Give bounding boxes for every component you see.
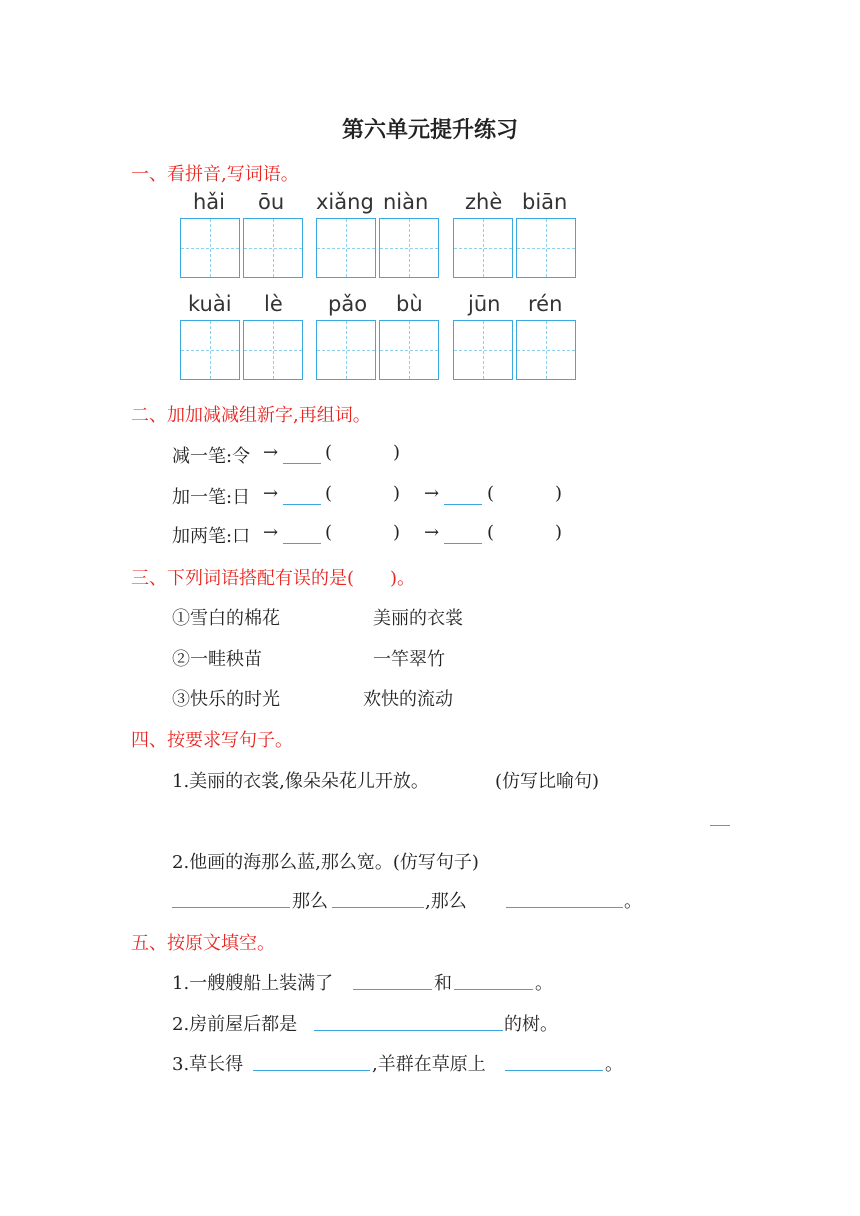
writing-cell[interactable] — [453, 320, 513, 380]
option-item: 欢快的流动 — [363, 689, 453, 710]
open-paren: ( — [325, 522, 333, 543]
question-text: 2.他画的海那么蓝,那么宽。(仿写句子) — [172, 852, 479, 873]
close-paren: ) — [393, 522, 401, 543]
page-title: 第六单元提升练习 — [341, 117, 518, 143]
close-paren: ) — [393, 483, 401, 504]
answer-blank[interactable] — [444, 504, 482, 505]
writing-cell[interactable] — [243, 218, 303, 278]
pinyin-bu: bù — [396, 292, 423, 316]
answer-blank[interactable] — [506, 907, 623, 908]
pinyin-jun: jūn — [468, 292, 501, 316]
writing-cell[interactable] — [180, 218, 240, 278]
pinyin-hai: hǎi — [193, 190, 226, 214]
writing-cell[interactable] — [453, 218, 513, 278]
option-item: ②一畦秧苗 — [172, 649, 262, 670]
section-4-heading: 四、按要求写句子。 — [131, 730, 293, 751]
open-paren: ( — [487, 522, 495, 543]
row2-label: 加一笔:日 — [172, 487, 251, 508]
writing-cell[interactable] — [516, 218, 576, 278]
answer-blank[interactable] — [710, 825, 730, 826]
question-text: 3.草长得 — [172, 1054, 244, 1075]
row1-label: 减一笔:令 — [172, 446, 251, 467]
answer-blank[interactable] — [172, 907, 290, 908]
open-paren: ( — [487, 483, 495, 504]
close-paren: ) — [555, 483, 563, 504]
fill-word: 那么 — [292, 891, 328, 912]
section-2-heading: 二、加加减减组新字,再组词。 — [131, 405, 371, 426]
pinyin-ren: rén — [528, 292, 563, 316]
question-text: 1.一艘艘船上装满了 — [172, 973, 334, 994]
writing-cell[interactable] — [379, 218, 439, 278]
pinyin-nian: niàn — [383, 190, 429, 214]
arrow: → — [263, 522, 279, 543]
question-text: 2.房前屋后都是 — [172, 1014, 298, 1035]
arrow: → — [424, 522, 440, 543]
pinyin-le: lè — [264, 292, 283, 316]
answer-blank[interactable] — [444, 543, 482, 544]
pinyin-xiang: xiǎng — [316, 190, 374, 214]
open-paren: ( — [325, 483, 333, 504]
section-3-heading: 三、下列词语搭配有误的是( )。 — [131, 568, 416, 589]
section-5-heading: 五、按原文填空。 — [131, 933, 275, 954]
fill-word: 。 — [535, 973, 553, 994]
fill-word: 和 — [434, 973, 452, 994]
answer-blank[interactable] — [283, 504, 321, 505]
fill-word: ,羊群在草原上 — [372, 1054, 486, 1075]
arrow: → — [263, 483, 279, 504]
answer-blank[interactable] — [283, 543, 321, 544]
writing-cell[interactable] — [516, 320, 576, 380]
open-paren: ( — [325, 442, 333, 463]
writing-cell[interactable] — [243, 320, 303, 380]
fill-word: 。 — [605, 1054, 623, 1075]
answer-blank[interactable] — [505, 1070, 603, 1071]
answer-blank[interactable] — [283, 463, 321, 464]
answer-blank[interactable] — [314, 1030, 503, 1031]
close-paren: ) — [393, 442, 401, 463]
section-1-heading: 一、看拼音,写词语。 — [131, 164, 299, 185]
writing-cell[interactable] — [180, 320, 240, 380]
option-item: ③快乐的时光 — [172, 689, 280, 710]
writing-cell[interactable] — [316, 218, 376, 278]
option-item: ①雪白的棉花 — [172, 608, 280, 629]
answer-blank[interactable] — [332, 907, 424, 908]
fill-word: 的树。 — [504, 1014, 558, 1035]
pinyin-bian: biān — [522, 190, 568, 214]
writing-cell[interactable] — [316, 320, 376, 380]
pinyin-ou: ōu — [258, 190, 285, 214]
answer-blank[interactable] — [253, 1070, 370, 1071]
fill-word: ,那么 — [425, 891, 467, 912]
close-paren: ) — [555, 522, 563, 543]
question-note: (仿写比喻句) — [495, 771, 600, 792]
option-item: 美丽的衣裳 — [373, 608, 463, 629]
fill-word: 。 — [624, 891, 642, 912]
row3-label: 加两笔:口 — [172, 526, 251, 547]
pinyin-zhe: zhè — [465, 190, 503, 214]
writing-cell[interactable] — [379, 320, 439, 380]
arrow: → — [424, 483, 440, 504]
answer-blank[interactable] — [454, 989, 533, 990]
question-text: 1.美丽的衣裳,像朵朵花儿开放。 — [172, 771, 429, 792]
answer-blank[interactable] — [353, 989, 432, 990]
pinyin-kuai: kuài — [188, 292, 232, 316]
option-item: 一竿翠竹 — [373, 649, 445, 670]
pinyin-pao: pǎo — [328, 292, 368, 316]
arrow: → — [263, 442, 279, 463]
